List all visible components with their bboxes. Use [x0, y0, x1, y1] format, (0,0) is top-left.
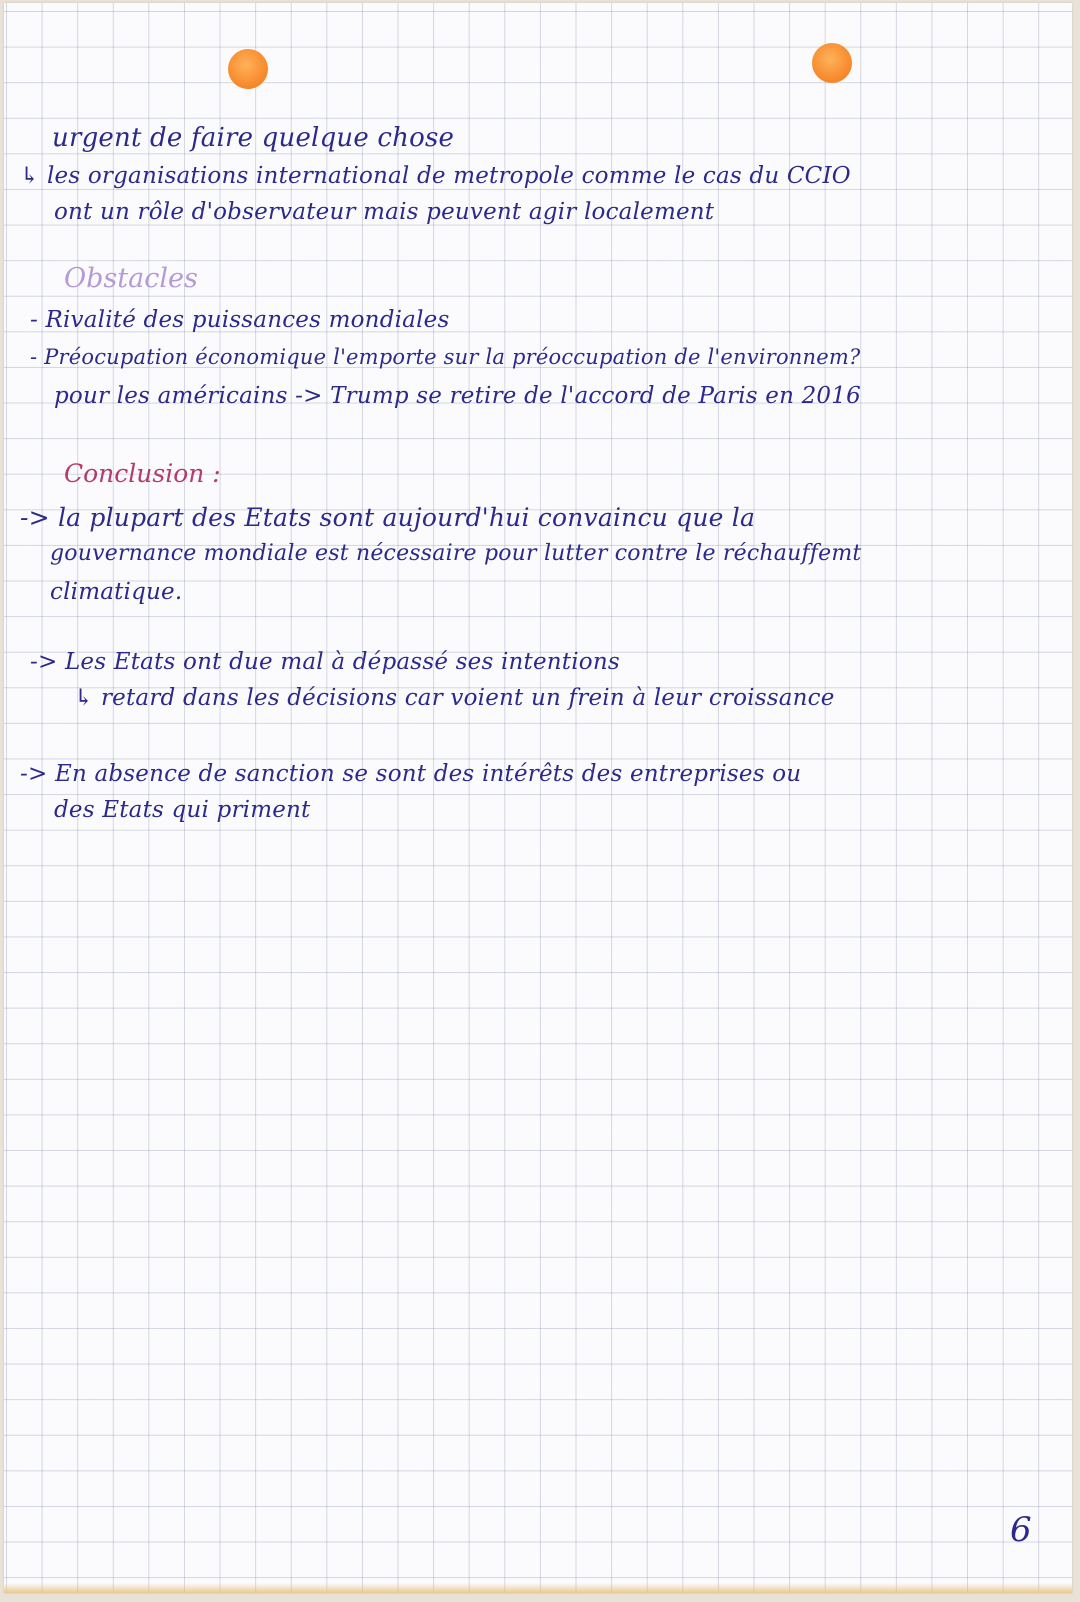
- conclusion-point-1-line-2: gouvernance mondiale est nécessaire pour lutter contre le réchauffemt: [50, 541, 862, 566]
- obstacles-item-2-line-2: pour les américains -> Trump se retire de l'accord de Paris en 2016: [54, 383, 861, 409]
- conclusion-point-2-line-2: ↳ retard dans les décisions car voient un frein à leur croissance: [74, 685, 835, 711]
- intro-line-3: ont un rôle d'observateur mais peuvent agir localement: [54, 199, 715, 225]
- conclusion-heading: Conclusion :: [64, 459, 221, 488]
- intro-line-2: ↳ les organisations international de metropole comme le cas du CCIO: [20, 163, 851, 189]
- page-number: 6: [1010, 1510, 1032, 1550]
- intro-line-1: urgent de faire quelque chose: [52, 123, 455, 153]
- obstacles-heading: Obstacles: [64, 263, 198, 294]
- notebook-page: [4, 3, 1072, 1593]
- binder-hole-left: [228, 49, 268, 89]
- conclusion-point-1-line-3: climatique.: [50, 579, 183, 605]
- conclusion-point-1-line-1: -> la plupart des Etats sont aujourd'hui convaincu que la: [20, 503, 756, 532]
- conclusion-point-2-line-1: -> Les Etats ont due mal à dépassé ses intentions: [30, 649, 620, 675]
- obstacles-item-1: - Rivalité des puissances mondiales: [30, 307, 450, 333]
- conclusion-point-3-line-2: des Etats qui priment: [54, 797, 311, 823]
- obstacles-item-2-line-1: - Préocupation économique l'emporte sur la préoccupation de l'environnem?: [30, 345, 861, 369]
- conclusion-point-3-line-1: -> En absence de sanction se sont des intérêts des entreprises ou: [20, 761, 802, 787]
- binder-hole-right: [812, 43, 852, 83]
